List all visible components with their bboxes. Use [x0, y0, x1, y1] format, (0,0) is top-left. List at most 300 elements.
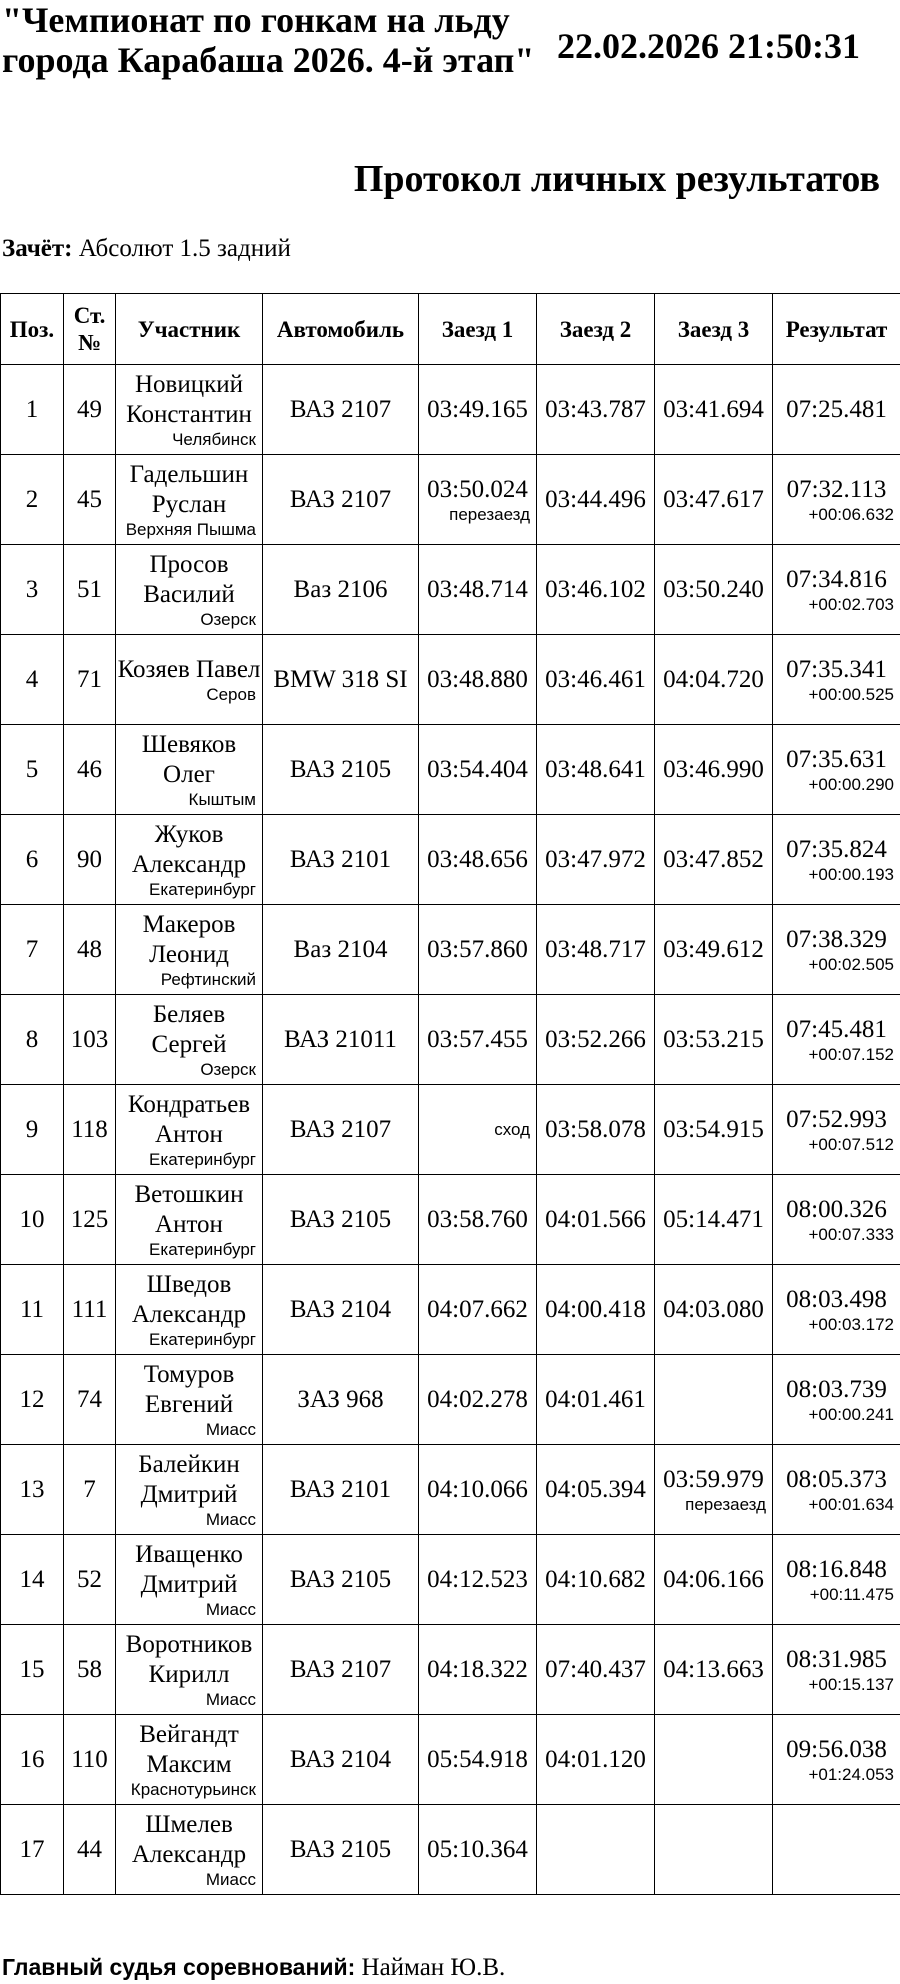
heat-2-time: 04:00.418	[545, 1295, 646, 1323]
result-cell	[773, 545, 900, 635]
heat-3-cell	[655, 815, 773, 905]
participant-city: Екатеринбург	[149, 1149, 256, 1169]
car-value: ВАЗ 2104	[289, 1295, 392, 1323]
car-cell	[263, 1085, 419, 1175]
start-number-value: 111	[71, 1295, 108, 1323]
heat-1-time: 04:02.278	[427, 1385, 528, 1413]
table-row	[1, 995, 900, 1085]
participant-city: Миасс	[205, 1419, 256, 1439]
heat-1-cell	[419, 1355, 537, 1445]
column-header-heat-3: Заезд 3	[655, 294, 773, 365]
result-time: 08:03.739	[786, 1375, 887, 1403]
result-time: 07:38.329	[786, 925, 887, 953]
heat-3-cell	[655, 1535, 773, 1625]
participant-name: Шмелев Александр	[131, 1810, 247, 1868]
heat-1-cell	[419, 455, 537, 545]
start-number-cell	[64, 995, 116, 1085]
participant-name: Вейгандт Максим	[139, 1720, 239, 1778]
result-gap: +00:00.193	[808, 864, 894, 884]
position-cell	[1, 1805, 64, 1895]
result-time: 08:31.985	[786, 1645, 887, 1673]
heat-3-time: 04:03.080	[663, 1295, 764, 1323]
result-time: 07:35.631	[786, 745, 887, 773]
position-value: 17	[19, 1835, 45, 1863]
heat-1-time: 03:54.404	[427, 755, 528, 783]
participant-cell	[116, 635, 263, 725]
start-number-value: 125	[70, 1205, 109, 1233]
participant-city: Кыштым	[188, 789, 256, 809]
heat-2-time: 04:01.461	[545, 1385, 646, 1413]
heat-3-cell	[655, 1625, 773, 1715]
category-value: Абсолют 1.5 задний	[78, 235, 291, 262]
participant-city: Екатеринбург	[149, 1239, 256, 1259]
start-number-cell	[64, 1715, 116, 1805]
table-row	[1, 1175, 900, 1265]
position-cell	[1, 1445, 64, 1535]
participant-cell	[116, 1805, 263, 1895]
heat-2-cell	[537, 905, 655, 995]
car-cell	[263, 635, 419, 725]
heat-3-cell	[655, 1805, 773, 1895]
heat-1-time: 03:57.455	[427, 1025, 528, 1053]
car-value: ВАЗ 2105	[289, 755, 392, 783]
participant-name: Жуков Александр	[131, 820, 247, 878]
heat-1-cell	[419, 545, 537, 635]
participant-city: Миасс	[205, 1689, 256, 1709]
position-value: 4	[25, 665, 39, 693]
car-cell	[263, 455, 419, 545]
result-gap: +00:01.634	[808, 1494, 894, 1514]
position-cell	[1, 1625, 64, 1715]
heat-1-cell	[419, 1805, 537, 1895]
heat-1-time: 04:12.523	[427, 1565, 528, 1593]
result-gap: +00:00.525	[808, 684, 894, 704]
result-cell	[773, 1445, 900, 1535]
heat-2-cell	[537, 365, 655, 455]
heat-1-cell	[419, 725, 537, 815]
heat-1-cell	[419, 905, 537, 995]
heat-1-time: 03:58.760	[427, 1205, 528, 1233]
position-cell	[1, 545, 64, 635]
participant-name: Шведов Александр	[131, 1270, 247, 1328]
heat-2-cell	[537, 1625, 655, 1715]
participant-city: Челябинск	[172, 429, 256, 449]
car-cell	[263, 1265, 419, 1355]
start-number-cell	[64, 545, 116, 635]
car-value: Ваз 2106	[293, 575, 388, 603]
participant-cell	[116, 455, 263, 545]
category-label: Зачёт:	[2, 235, 73, 262]
start-number-cell	[64, 635, 116, 725]
start-number-value: 110	[71, 1745, 108, 1773]
print-datetime: 22.02.2026 21:50:31	[557, 26, 860, 66]
heat-2-cell	[537, 1085, 655, 1175]
position-cell	[1, 365, 64, 455]
participant-city: Екатеринбург	[149, 1329, 256, 1349]
result-time: 09:56.038	[786, 1735, 887, 1763]
car-value: BMW 318 SI	[273, 665, 408, 693]
position-value: 3	[25, 575, 39, 603]
heat-1-cell	[419, 1715, 537, 1805]
heat-2-time: 04:05.394	[545, 1475, 646, 1503]
participant-city: Миасс	[205, 1869, 256, 1889]
result-cell	[773, 1085, 900, 1175]
start-number-cell	[64, 365, 116, 455]
car-value: ВАЗ 2107	[289, 1655, 392, 1683]
car-cell	[263, 1625, 419, 1715]
participant-city: Серов	[206, 684, 256, 704]
result-gap: +00:02.703	[808, 594, 894, 614]
position-cell	[1, 815, 64, 905]
participant-cell	[116, 1175, 263, 1265]
heat-2-cell	[537, 815, 655, 905]
start-number-value: 48	[77, 935, 102, 963]
position-cell	[1, 635, 64, 725]
heat-3-cell	[655, 1265, 773, 1355]
heat-1-time: 04:10.066	[427, 1475, 528, 1503]
heat-2-time: 03:58.078	[545, 1115, 646, 1143]
position-value: 6	[25, 845, 39, 873]
position-cell	[1, 455, 64, 545]
start-number-cell	[64, 815, 116, 905]
protocol-title: Протокол личных результатов	[353, 158, 880, 200]
column-header-start-number: Ст. №	[64, 294, 116, 365]
position-value: 8	[25, 1025, 39, 1053]
car-value: ВАЗ 2101	[289, 845, 392, 873]
heat-1-cell	[419, 995, 537, 1085]
heat-2-cell	[537, 1535, 655, 1625]
table-row	[1, 1625, 900, 1715]
result-time: 07:52.993	[786, 1105, 887, 1133]
column-header-participant: Участник	[116, 294, 263, 365]
position-value: 5	[25, 755, 39, 783]
position-value: 14	[19, 1565, 45, 1593]
participant-city: Озерск	[200, 609, 256, 629]
judge-name: Найман Ю.В.	[361, 1954, 506, 1981]
heat-2-cell	[537, 1715, 655, 1805]
position-cell	[1, 905, 64, 995]
heat-3-time: 03:59.979	[663, 1465, 764, 1493]
start-number-value: 49	[77, 395, 102, 423]
heat-3-time: 04:04.720	[663, 665, 764, 693]
heat-3-cell	[655, 635, 773, 725]
heat-1-cell	[419, 1265, 537, 1355]
judge-label: Главный судья соревнований:	[2, 1954, 356, 1980]
start-number-cell	[64, 1805, 116, 1895]
heat-2-cell	[537, 1355, 655, 1445]
footer-judge	[2, 1952, 505, 1983]
participant-name: Томуров Евгений	[143, 1360, 235, 1418]
start-number-value: 74	[77, 1385, 102, 1413]
table-row	[1, 1445, 900, 1535]
result-gap: +00:11.475	[809, 1584, 894, 1604]
result-cell	[773, 1715, 900, 1805]
position-cell	[1, 1175, 64, 1265]
car-cell	[263, 1175, 419, 1265]
start-number-value: 45	[77, 485, 102, 513]
position-value: 11	[19, 1295, 45, 1323]
result-gap: +00:00.241	[808, 1404, 894, 1424]
result-time: 08:00.326	[786, 1195, 887, 1223]
start-number-cell	[64, 455, 116, 545]
start-number-value: 103	[70, 1025, 109, 1053]
participant-name: Иващенко Дмитрий	[135, 1540, 243, 1598]
participant-city: Краснотурьинск	[130, 1779, 256, 1799]
heat-2-cell	[537, 1265, 655, 1355]
table-row	[1, 1715, 900, 1805]
participant-name: Новицкий Константин	[126, 370, 252, 428]
position-cell	[1, 1265, 64, 1355]
result-cell	[773, 1175, 900, 1265]
column-header-heat-2: Заезд 2	[537, 294, 655, 365]
start-number-value: 44	[77, 1835, 102, 1863]
heat-3-cell	[655, 365, 773, 455]
participant-name: Кондратьев Антон	[127, 1090, 251, 1148]
result-time: 07:32.113	[786, 475, 887, 503]
participant-cell	[116, 725, 263, 815]
participant-cell	[116, 365, 263, 455]
start-number-value: 71	[77, 665, 102, 693]
table-row	[1, 545, 900, 635]
participant-cell	[116, 815, 263, 905]
heat-2-cell	[537, 635, 655, 725]
participant-name: Шевяков Олег	[141, 730, 237, 788]
heat-2-cell	[537, 1805, 655, 1895]
heat-1-cell	[419, 1175, 537, 1265]
heat-1-time: 04:07.662	[427, 1295, 528, 1323]
participant-cell	[116, 1265, 263, 1355]
heat-3-cell	[655, 1175, 773, 1265]
participant-cell	[116, 545, 263, 635]
car-value: ВАЗ 2104	[289, 1745, 392, 1773]
car-value: ВАЗ 2105	[289, 1835, 392, 1863]
car-value: ВАЗ 21011	[284, 1025, 397, 1053]
participant-city: Озерск	[200, 1059, 256, 1079]
heat-1-time: 03:57.860	[427, 935, 528, 963]
heat-1-time: 03:48.880	[427, 665, 528, 693]
car-cell	[263, 1355, 419, 1445]
start-number-value: 51	[77, 575, 102, 603]
position-value: 1	[25, 395, 39, 423]
results-body	[1, 365, 900, 1895]
column-header-result: Результат	[773, 294, 900, 365]
position-value: 13	[19, 1475, 45, 1503]
heat-2-time: 04:01.120	[545, 1745, 646, 1773]
start-number-value: 46	[77, 755, 102, 783]
heat-3-cell	[655, 1445, 773, 1535]
heat-2-cell	[537, 1175, 655, 1265]
participant-city: Миасс	[205, 1509, 256, 1529]
heat-1-cell	[419, 635, 537, 725]
heat-3-cell	[655, 905, 773, 995]
heat-1-cell	[419, 815, 537, 905]
car-value: ВАЗ 2105	[289, 1565, 392, 1593]
heat-1-cell	[419, 1085, 537, 1175]
car-cell	[263, 365, 419, 455]
car-value: ВАЗ 2107	[289, 1115, 392, 1143]
car-cell	[263, 1805, 419, 1895]
car-value: ВАЗ 2105	[289, 1205, 392, 1233]
heat-3-time: 03:49.612	[663, 935, 764, 963]
car-cell	[263, 1535, 419, 1625]
participant-cell	[116, 1445, 263, 1535]
heat-2-cell	[537, 1445, 655, 1535]
table-row	[1, 455, 900, 545]
position-cell	[1, 725, 64, 815]
result-time: 08:16.848	[786, 1555, 887, 1583]
heat-3-cell	[655, 725, 773, 815]
heat-1-time: 03:48.714	[427, 575, 528, 603]
start-number-cell	[64, 1175, 116, 1265]
participant-name: Балейкин Дмитрий	[138, 1450, 240, 1508]
heat-3-cell	[655, 1355, 773, 1445]
car-value: ВАЗ 2107	[289, 485, 392, 513]
heat-1-note: перезаезд	[449, 504, 530, 524]
participant-cell	[116, 1535, 263, 1625]
heat-2-cell	[537, 545, 655, 635]
table-row	[1, 365, 900, 455]
result-cell	[773, 1265, 900, 1355]
position-value: 2	[25, 485, 39, 513]
position-value: 7	[25, 935, 39, 963]
result-cell	[773, 1625, 900, 1715]
table-row	[1, 815, 900, 905]
result-gap: +01:24.053	[808, 1764, 894, 1784]
heat-2-cell	[537, 455, 655, 545]
result-cell	[773, 725, 900, 815]
table-row	[1, 635, 900, 725]
heat-3-time: 04:06.166	[663, 1565, 764, 1593]
heat-3-time: 03:47.617	[663, 485, 764, 513]
table-row	[1, 1355, 900, 1445]
car-cell	[263, 545, 419, 635]
result-gap: +00:02.505	[808, 954, 894, 974]
heat-2-cell	[537, 725, 655, 815]
table-row	[1, 905, 900, 995]
participant-cell	[116, 1085, 263, 1175]
participant-name: Гадельшин Руслан	[129, 460, 249, 518]
table-row	[1, 725, 900, 815]
result-cell	[773, 365, 900, 455]
result-cell	[773, 815, 900, 905]
category-line	[2, 234, 291, 264]
table-row	[1, 1535, 900, 1625]
heat-3-cell	[655, 1715, 773, 1805]
result-time: 07:25.481	[786, 395, 887, 423]
start-number-cell	[64, 725, 116, 815]
start-number-cell	[64, 1625, 116, 1715]
car-cell	[263, 725, 419, 815]
start-number-cell	[64, 1535, 116, 1625]
result-cell	[773, 635, 900, 725]
car-value: Ваз 2104	[293, 935, 388, 963]
heat-3-time: 04:13.663	[663, 1655, 764, 1683]
car-cell	[263, 905, 419, 995]
heat-1-time: 05:54.918	[427, 1745, 528, 1773]
result-gap: +00:03.172	[808, 1314, 894, 1334]
result-cell	[773, 1355, 900, 1445]
heat-1-time: 03:48.656	[427, 845, 528, 873]
car-value: ЗАЗ 968	[297, 1385, 384, 1413]
car-cell	[263, 1445, 419, 1535]
position-value: 12	[19, 1385, 45, 1413]
heat-3-time: 03:53.215	[663, 1025, 764, 1053]
participant-city: Верхняя Пышма	[125, 519, 256, 539]
start-number-cell	[64, 1265, 116, 1355]
heat-1-time: 03:49.165	[427, 395, 528, 423]
start-number-value: 52	[77, 1565, 102, 1593]
start-number-cell	[64, 1085, 116, 1175]
heat-3-time: 03:50.240	[663, 575, 764, 603]
car-value: ВАЗ 2107	[289, 395, 392, 423]
start-number-value: 58	[77, 1655, 102, 1683]
heat-3-time: 03:47.852	[663, 845, 764, 873]
heat-1-cell	[419, 1445, 537, 1535]
result-time: 07:35.824	[786, 835, 887, 863]
competition-title: "Чемпионат по гонкам на льду города Карабаша 2026. 4-й этап"	[2, 0, 535, 80]
participant-cell	[116, 905, 263, 995]
position-cell	[1, 1535, 64, 1625]
heat-2-time: 03:44.496	[545, 485, 646, 513]
heat-2-time: 04:01.566	[545, 1205, 646, 1233]
result-gap: +00:06.632	[808, 504, 894, 524]
heat-2-time: 03:46.102	[545, 575, 646, 603]
car-cell	[263, 815, 419, 905]
header-row	[1, 294, 900, 365]
result-time: 07:34.816	[786, 565, 887, 593]
position-cell	[1, 1355, 64, 1445]
heat-2-time: 03:48.717	[545, 935, 646, 963]
position-value: 16	[19, 1745, 45, 1773]
participant-cell	[116, 995, 263, 1085]
table-row	[1, 1805, 900, 1895]
position-value: 10	[19, 1205, 45, 1233]
car-cell	[263, 1715, 419, 1805]
start-number-value: 90	[77, 845, 102, 873]
result-gap: +00:07.333	[808, 1224, 894, 1244]
participant-cell	[116, 1715, 263, 1805]
table-row	[1, 1085, 900, 1175]
position-value: 9	[25, 1115, 39, 1143]
participant-city: Рефтинский	[160, 969, 256, 989]
result-time: 07:35.341	[786, 655, 887, 683]
result-cell	[773, 1535, 900, 1625]
result-time: 08:05.373	[786, 1465, 887, 1493]
heat-1-time: 03:50.024	[427, 475, 528, 503]
results-table	[0, 293, 900, 1895]
heat-3-cell	[655, 995, 773, 1085]
column-header-heat-1: Заезд 1	[419, 294, 537, 365]
start-number-cell	[64, 1355, 116, 1445]
result-gap: +00:15.137	[808, 1674, 894, 1694]
participant-name: Козяев Павел	[117, 655, 261, 683]
result-cell	[773, 905, 900, 995]
heat-2-time: 03:43.787	[545, 395, 646, 423]
heat-3-cell	[655, 545, 773, 635]
heat-3-time: 03:54.915	[663, 1115, 764, 1143]
position-value: 15	[19, 1655, 45, 1683]
heat-2-time: 03:52.266	[545, 1025, 646, 1053]
heat-2-time: 03:46.461	[545, 665, 646, 693]
heat-3-time: 03:46.990	[663, 755, 764, 783]
heat-1-time: 04:18.322	[427, 1655, 528, 1683]
result-gap: +00:07.152	[808, 1044, 894, 1064]
heat-3-time: 03:41.694	[663, 395, 764, 423]
heat-2-time: 07:40.437	[545, 1655, 646, 1683]
participant-cell	[116, 1355, 263, 1445]
column-header-car: Автомобиль	[263, 294, 419, 365]
heat-2-time: 03:47.972	[545, 845, 646, 873]
